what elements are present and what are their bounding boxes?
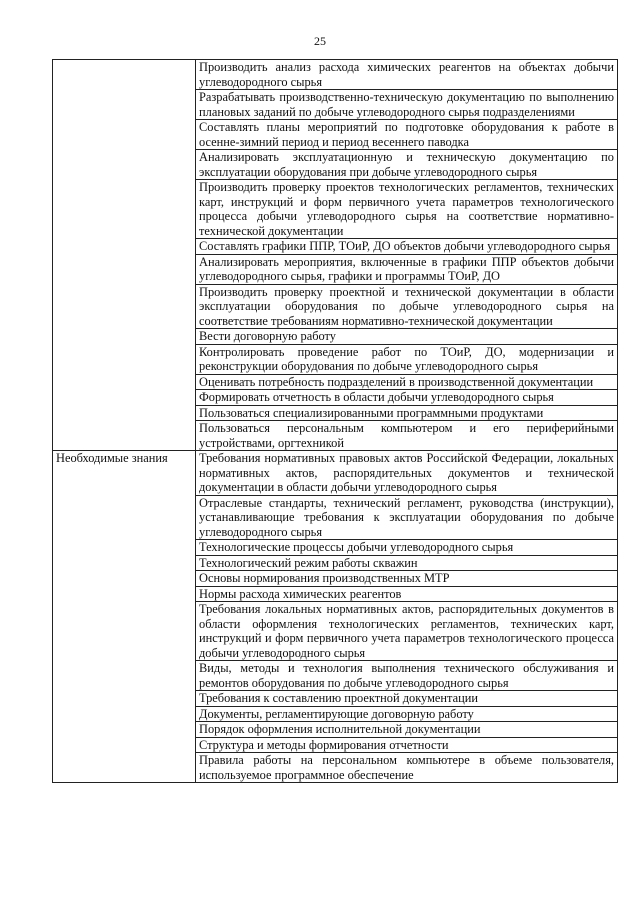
- section-skills-item: Производить проверку проектной и технической документации в области эксплуатации оборудования по добыче углеводородного сырья на соответствие требованиям нормативно-технической документации: [196, 284, 618, 329]
- section-skills-item: Оценивать потребность подразделений в производственной документации: [196, 374, 618, 390]
- section-skills-item: Анализировать эксплуатационную и техническую документацию по эксплуатации оборудования при добыче углеводородного сырья: [196, 150, 618, 180]
- page-number: 25: [314, 34, 326, 48]
- requirements-table-body: [53, 60, 618, 783]
- section-knowledge-row: [53, 451, 618, 496]
- section-skills-item: Производить проверку проектов технологических регламентов, технических карт, инструкций и форм первичного учета параметров технологического процесса добычи углеводородного сырья на соответствие нормативно-технической документации: [196, 180, 618, 239]
- section-skills-item: Производить анализ расхода химических реагентов на объектах добычи углеводородного сырья: [196, 60, 618, 90]
- section-knowledge-item: Основы нормирования производственных МТР: [196, 571, 618, 587]
- section-knowledge-item: Технологические процессы добычи углеводородного сырья: [196, 540, 618, 556]
- section-skills-item: Контролировать проведение работ по ТОиР, ДО, модернизации и реконструкции оборудования по добыче углеводородного сырья: [196, 344, 618, 374]
- section-knowledge-item: Порядок оформления исполнительной документации: [196, 722, 618, 738]
- section-knowledge-item: Отраслевые стандарты, технический регламент, руководства (инструкции), устанавливающие требования к эксплуатации оборудования по добыче углеводородного сырья: [196, 495, 618, 540]
- section-skills-item: Анализировать мероприятия, включенные в графики ППР объектов добычи углеводородного сырья, графики и программы ТОиР, ДО: [196, 254, 618, 284]
- section-skills-item: Пользоваться персональным компьютером и его периферийными устройствами, оргтехникой: [196, 421, 618, 451]
- section-skills-item: Формировать отчетность в области добычи углеводородного сырья: [196, 390, 618, 406]
- section-knowledge-item: Правила работы на персональном компьютере в объеме пользователя, используемое программное обеспечение: [196, 753, 618, 783]
- section-knowledge-item: Структура и методы формирования отчетности: [196, 737, 618, 753]
- section-skills-item: Составлять планы мероприятий по подготовке оборудования к работе в осенне-зимний период и период весеннего паводка: [196, 120, 618, 150]
- section-knowledge-item: Документы, регламентирующие договорную работу: [196, 706, 618, 722]
- section-knowledge-item: Технологический режим работы скважин: [196, 555, 618, 571]
- section-knowledge-label: Необходимые знания: [53, 451, 196, 783]
- section-skills-item: Разрабатывать производственно-техническую документацию по выполнению плановых заданий по добыче углеводородного сырья подразделениями: [196, 90, 618, 120]
- section-skills-item: Пользоваться специализированными программными продуктами: [196, 405, 618, 421]
- section-knowledge-item: Требования локальных нормативных актов, распорядительных документов в области оформления технологических регламентов, технических карт, инструкций и форм первичного учета параметров технологического процесса добычи углеводородного сырья: [196, 602, 618, 661]
- section-knowledge-item: Требования к составлению проектной документации: [196, 691, 618, 707]
- requirements-table: [52, 59, 618, 783]
- section-knowledge-item: Нормы расхода химических реагентов: [196, 586, 618, 602]
- section-skills-label: [53, 60, 196, 451]
- section-knowledge-item: Требования нормативных правовых актов Российской Федерации, локальных нормативных актов, распорядительных документов и технической документации в области добычи углеводородного сырья: [196, 451, 618, 496]
- section-skills-item: Составлять графики ППР, ТОиР, ДО объектов добычи углеводородного сырья: [196, 239, 618, 255]
- section-skills-row: [53, 60, 618, 90]
- section-skills-item: Вести договорную работу: [196, 329, 618, 345]
- section-knowledge-item: Виды, методы и технология выполнения технического обслуживания и ремонтов оборудования по добыче углеводородного сырья: [196, 661, 618, 691]
